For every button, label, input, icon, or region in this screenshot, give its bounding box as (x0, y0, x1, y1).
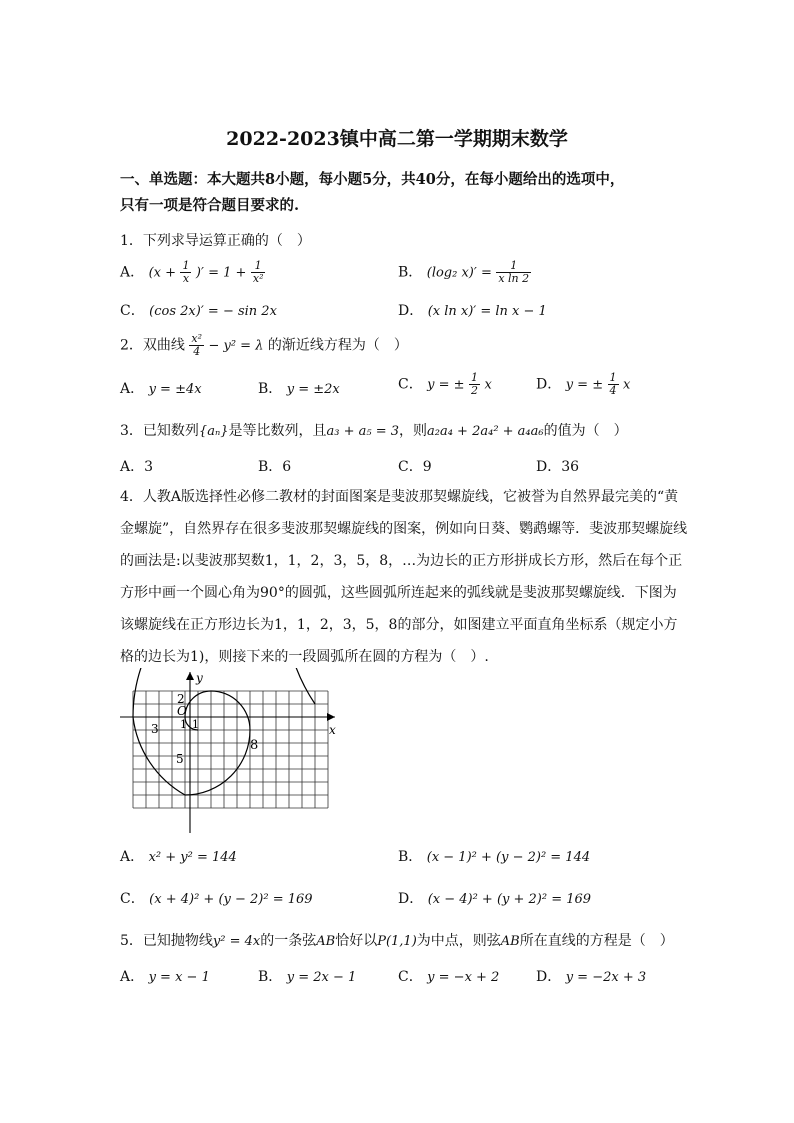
frac-den: 2 (471, 384, 479, 397)
q4-option-d[interactable] (398, 888, 591, 908)
x-axis-label: x (329, 723, 336, 737)
q5-parabola: y² = 4x (212, 934, 261, 949)
q3-cond: a₃ + a₅ = 3 (326, 424, 399, 439)
option-label: A． (120, 264, 145, 281)
q5-mid3: 为中点，则弦 (416, 933, 501, 949)
q4-option-c[interactable] (120, 888, 313, 908)
x-axis-arrow-icon (327, 713, 335, 721)
q4-option-a[interactable] (120, 846, 237, 866)
q3-mid2: ，则 (399, 423, 427, 439)
frac-den: 4 (609, 384, 617, 397)
frac-den: 4 (193, 345, 201, 358)
q5-c-expr: y = −x + 2 (427, 970, 500, 985)
option-label: A． (120, 381, 145, 397)
q5-d-expr: y = −2x + 3 (565, 970, 647, 985)
q5-point: P(1,1) (377, 934, 417, 949)
q5-option-b[interactable] (258, 966, 356, 986)
q3-expr: a₂a₄ + 2a₄² + a₄a₆ (427, 424, 544, 439)
q3-option-b[interactable]: B．6 (258, 459, 292, 475)
option-label: D． (536, 376, 562, 393)
q5-option-a[interactable] (120, 966, 210, 986)
q2-b-expr: y = ±2x (286, 382, 340, 397)
frac-den: x² (252, 272, 264, 285)
q4-b-expr: (x − 1)² + (y − 2)² = 144 (426, 850, 591, 865)
q2-stem-post: 的渐近线方程为（ ） (267, 337, 408, 354)
q3-stem-post: 的值为（ ） (543, 423, 628, 439)
q4-option-b[interactable] (398, 846, 590, 866)
q2-stem-pre: 2．双曲线 (120, 337, 185, 354)
q2-option-b[interactable] (258, 378, 340, 398)
q4-c-expr: (x + 4)² + (y − 2)² = 169 (149, 892, 313, 907)
option-label: C． (120, 303, 145, 319)
q5-mid1: 的一条弦 (260, 933, 317, 949)
option-label: D． (398, 891, 424, 907)
option-label: A． (120, 849, 145, 865)
option-label: D． (398, 303, 424, 319)
square-label-1a: 1 (192, 718, 199, 731)
q5-b-expr: y = 2x − 1 (286, 970, 357, 985)
q4-line-5: 该螺旋线在正方形边长为1，1，2，3，5，8的部分，如图建立平面直角坐标系（规定小方 (120, 617, 678, 633)
q1-a-mid: )′ = 1 + (195, 265, 247, 281)
frac-num: 1 (471, 371, 479, 384)
q2-frac (189, 333, 204, 358)
section-heading-line2: 只有一项是符合题目要求的. (120, 197, 300, 214)
option-label: B． (398, 264, 423, 281)
q5-stem-post: 所在直线的方程是（ ） (519, 933, 674, 949)
q4-spiral-figure (120, 668, 345, 833)
q5-stem (120, 930, 674, 950)
q2-c-post: x (484, 377, 492, 393)
q5-option-c[interactable] (398, 966, 499, 986)
q1-stem: 1．下列求导运算正确的（ ） (120, 233, 311, 249)
q2-c-pre: y = ± (427, 377, 465, 393)
y-axis-arrow-icon (186, 672, 194, 680)
q2-expr: − y² = λ (208, 338, 264, 354)
square-label-3: 3 (151, 722, 159, 736)
frac-num: 1 (609, 371, 617, 384)
option-label: C． (398, 969, 423, 985)
frac-den: x ln 2 (498, 272, 530, 285)
frac-num: 1 (182, 259, 190, 272)
option-label: A． (120, 969, 145, 985)
q4-line-4: 方形中画一个圆心角为90°的圆弧，这些圆弧所连起来的弧线就是斐波那契螺旋线．下图为 (120, 585, 677, 601)
q1-option-b[interactable] (398, 260, 531, 285)
q5-mid2: 恰好以 (335, 933, 378, 949)
q1-b-pre: (log₂ x)′ = (426, 265, 492, 281)
option-label: B． (258, 969, 283, 985)
square-label-1b: 1 (180, 718, 187, 731)
q2-option-a[interactable] (120, 378, 202, 398)
q5-stem-pre: 5．已知抛物线 (120, 933, 213, 949)
q3-seq: {aₙ} (198, 424, 229, 439)
q2-a-expr: y = ±4x (148, 382, 202, 397)
square-label-2: 2 (177, 692, 185, 706)
q1-b-frac (496, 260, 531, 285)
square-label-8: 8 (250, 738, 259, 753)
q4-a-expr: x² + y² = 144 (148, 850, 237, 865)
grid (133, 691, 328, 808)
q3-option-a[interactable]: A．3 (120, 459, 154, 475)
origin-label: O (177, 704, 187, 718)
option-label: D． (536, 969, 562, 985)
q2-stem (120, 333, 408, 358)
q5-a-expr: y = x − 1 (148, 970, 210, 985)
option-label: B． (398, 849, 423, 865)
option-label: C． (120, 891, 145, 907)
q4-line-6: 格的边长为1)，则接下来的一段圆弧所在圆的方程为（ ）. (120, 649, 489, 665)
q2-option-c[interactable] (398, 372, 492, 397)
q4-line-3: 的画法是:以斐波那契数1，1，2，3，5，8，…为边长的正方形拼成长方形，然后在每个正 (120, 553, 683, 569)
q2-option-d[interactable] (536, 372, 630, 397)
q1-c-expr: (cos 2x)′ = − sin 2x (149, 304, 277, 319)
section-heading-line1: 一、单选题：本大题共8小题，每小题5分，共40分，在每小题给出的选项中， (120, 171, 625, 188)
q1-d-expr: (x ln x)′ = ln x − 1 (427, 304, 547, 319)
q2-c-frac (469, 372, 480, 397)
q4-d-expr: (x − 4)² + (y + 2)² = 169 (427, 892, 592, 907)
option-label: B． (258, 381, 283, 397)
frac-num: 1 (251, 260, 266, 273)
q1-option-a[interactable] (120, 260, 265, 285)
q1-option-c[interactable] (120, 300, 277, 320)
frac-den: x (182, 272, 190, 285)
page-title: 2022-2023镇中高二第一学期期末数学 (226, 128, 568, 150)
q2-d-pre: y = ± (565, 377, 604, 393)
q4-line-2: 金螺旋”，自然界存在很多斐波那契螺旋线的图案，例如向日葵、鹦鹉螺等．斐波那契螺旋线 (120, 521, 688, 537)
q2-d-frac (608, 372, 619, 397)
q3-stem (120, 420, 628, 440)
q3-option-d[interactable]: D．36 (536, 459, 580, 475)
q5-option-d[interactable] (536, 966, 646, 986)
q5-chord2: AB (500, 934, 520, 949)
frac-num: x² (191, 332, 202, 345)
q5-chord: AB (316, 934, 336, 949)
q1-option-d[interactable] (398, 300, 547, 320)
q3-mid1: 是等比数列，且 (228, 423, 327, 439)
q1-a-frac1 (180, 260, 191, 285)
q3-option-c[interactable]: C．9 (398, 459, 432, 475)
option-label: C． (398, 376, 423, 393)
square-label-5: 5 (176, 752, 184, 766)
y-axis-label: y (196, 671, 203, 685)
frac-num: 1 (496, 260, 531, 273)
q1-a-frac2 (251, 260, 266, 285)
q1-a-pre: (x + (148, 265, 177, 281)
q4-line-1: 4．人教A版选择性必修二教材的封面图案是斐波那契螺旋线，它被誉为自然界最完美的“黄 (120, 489, 679, 505)
q3-stem-pre: 3．已知数列 (120, 423, 199, 439)
q2-d-post: x (623, 377, 631, 393)
